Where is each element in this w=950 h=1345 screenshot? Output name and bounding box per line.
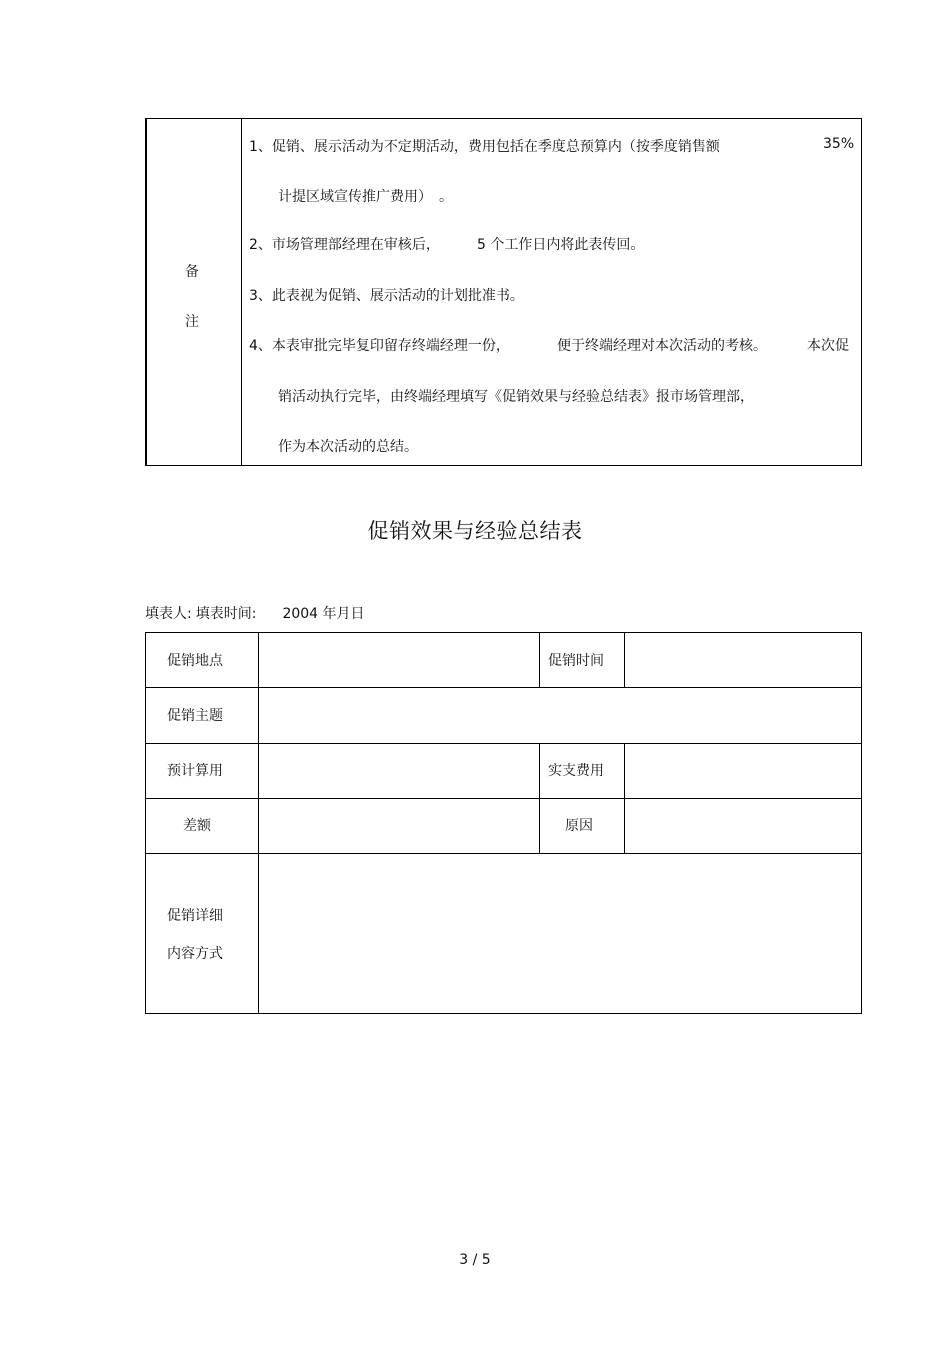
- note-line: 本次促: [807, 338, 849, 354]
- reason-field[interactable]: [625, 799, 861, 853]
- notes-label-char: 注: [185, 314, 199, 330]
- date-value: 2004 年月日: [282, 606, 365, 622]
- note-line: 2、市场管理部经理在审核后，: [249, 237, 440, 253]
- summary-table: [145, 632, 862, 1014]
- page-number: 3 / 5: [459, 1252, 491, 1268]
- notes-label-column: [147, 119, 242, 465]
- note-line: 计提区域宣传推广费用） 。: [278, 189, 453, 205]
- note-line: 便于终端经理对本次活动的考核。: [557, 338, 767, 354]
- note-line: 销活动执行完毕，由终端经理填写《促销效果与经验总结表》报市场管理部，: [278, 389, 754, 405]
- detail-label-line1: 促销详细: [167, 908, 223, 924]
- column-divider: [539, 743, 540, 853]
- note-line: 35%: [823, 136, 855, 152]
- time-label: 促销时间: [548, 653, 604, 669]
- note-line: 作为本次活动的总结。: [278, 439, 418, 455]
- detail-label-line2: 内容方式: [167, 946, 223, 962]
- column-divider: [539, 633, 540, 687]
- location-field[interactable]: [259, 633, 539, 687]
- page-title: 促销效果与经验总结表: [367, 519, 583, 543]
- notes-label-char: 备: [185, 264, 199, 280]
- actual-cost-label: 实支费用: [548, 763, 604, 779]
- budget-field[interactable]: [259, 744, 539, 798]
- budget-label: 预计算用: [167, 763, 223, 779]
- reason-label: 原因: [565, 818, 593, 834]
- theme-field[interactable]: [259, 688, 861, 743]
- actual-cost-field[interactable]: [625, 744, 861, 798]
- note-line: 5 个工作日内将此表传回。: [477, 237, 645, 253]
- date-label: 填表时间:: [195, 606, 257, 622]
- note-line: 1、促销、展示活动为不定期活动，费用包括在季度总预算内（按季度销售额: [249, 139, 720, 155]
- notes-table: [145, 118, 862, 466]
- form-meta: [145, 603, 365, 623]
- note-line: 3、此表视为促销、展示活动的计划批准书。: [249, 288, 524, 304]
- difference-field[interactable]: [259, 799, 539, 853]
- location-label: 促销地点: [167, 653, 223, 669]
- detail-field[interactable]: [259, 854, 861, 1013]
- filler-label: 填表人:: [145, 606, 192, 622]
- theme-label: 促销主题: [167, 708, 223, 724]
- difference-label: 差额: [183, 818, 211, 834]
- note-line: 4、本表审批完毕复印留存终端经理一份，: [249, 338, 510, 354]
- time-field[interactable]: [625, 633, 861, 687]
